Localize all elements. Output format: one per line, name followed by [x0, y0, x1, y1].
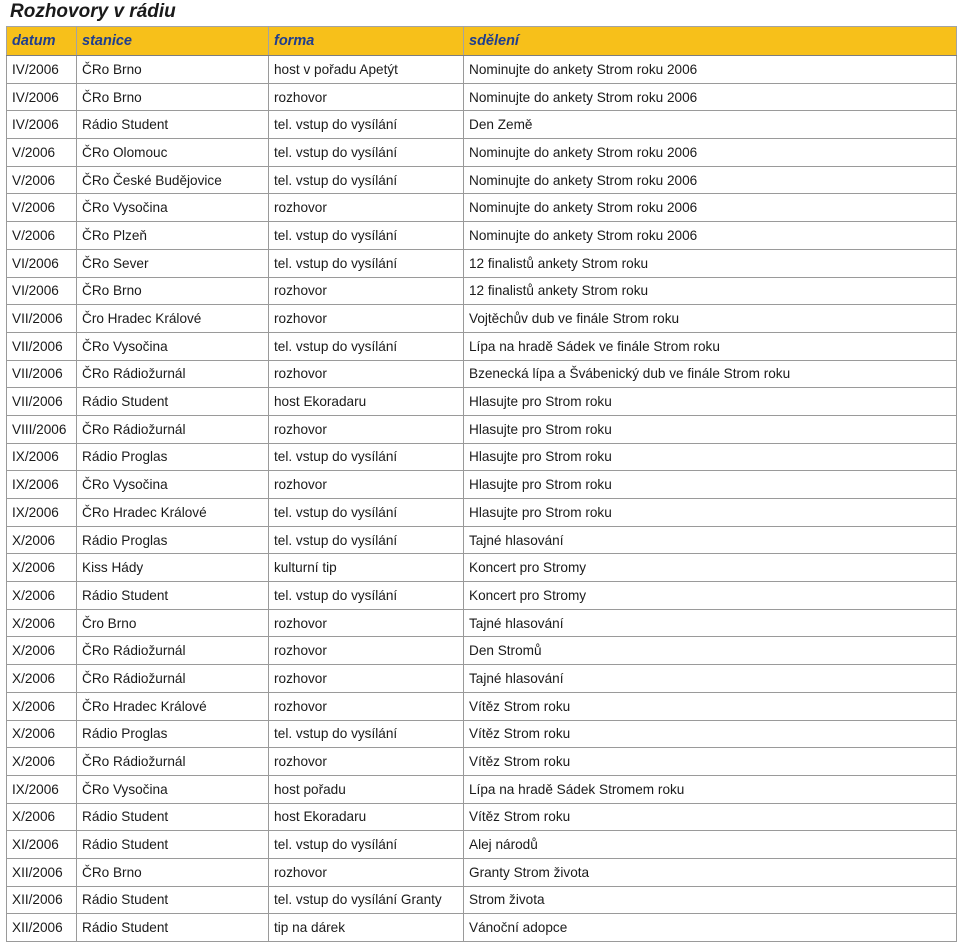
page-title: Rozhovory v rádiu	[10, 1, 176, 22]
cell-sdeleni: Vítěz Strom roku	[464, 748, 957, 776]
cell-forma: rozhovor	[269, 609, 464, 637]
table-row	[7, 886, 957, 914]
cell-stanice: ČRo Olomouc	[77, 139, 269, 167]
cell-datum: IV/2006	[7, 56, 77, 84]
header-sdeleni: sdělení	[464, 27, 957, 56]
cell-stanice: ČRo České Budějovice	[77, 166, 269, 194]
table-row	[7, 609, 957, 637]
cell-forma: tel. vstup do vysílání	[269, 831, 464, 859]
cell-sdeleni: Den Země	[464, 111, 957, 139]
cell-stanice: ČRo Brno	[77, 858, 269, 886]
cell-datum: X/2006	[7, 720, 77, 748]
cell-forma: rozhovor	[269, 360, 464, 388]
cell-stanice: ČRo Brno	[77, 56, 269, 84]
table-row	[7, 720, 957, 748]
cell-datum: VI/2006	[7, 277, 77, 305]
cell-forma: tel. vstup do vysílání Granty	[269, 886, 464, 914]
cell-forma: rozhovor	[269, 748, 464, 776]
cell-stanice: ČRo Hradec Králové	[77, 692, 269, 720]
cell-sdeleni: Lípa na hradě Sádek Stromem roku	[464, 775, 957, 803]
cell-forma: rozhovor	[269, 194, 464, 222]
cell-sdeleni: Tajné hlasování	[464, 526, 957, 554]
cell-forma: rozhovor	[269, 692, 464, 720]
cell-datum: IX/2006	[7, 471, 77, 499]
cell-forma: tip na dárek	[269, 914, 464, 942]
cell-datum: VIII/2006	[7, 415, 77, 443]
cell-stanice: ČRo Brno	[77, 277, 269, 305]
cell-stanice: ČRo Brno	[77, 83, 269, 111]
table-row	[7, 194, 957, 222]
cell-forma: tel. vstup do vysílání	[269, 720, 464, 748]
cell-stanice: Čro Hradec Králové	[77, 305, 269, 333]
cell-stanice: ČRo Rádiožurnál	[77, 360, 269, 388]
table-row	[7, 471, 957, 499]
cell-forma: tel. vstup do vysílání	[269, 499, 464, 527]
cell-sdeleni: Tajné hlasování	[464, 609, 957, 637]
cell-sdeleni: Vítěz Strom roku	[464, 692, 957, 720]
cell-stanice: Rádio Student	[77, 886, 269, 914]
cell-stanice: ČRo Vysočina	[77, 775, 269, 803]
cell-sdeleni: Nominujte do ankety Strom roku 2006	[464, 139, 957, 167]
cell-forma: tel. vstup do vysílání	[269, 332, 464, 360]
table-row	[7, 748, 957, 776]
table-row	[7, 692, 957, 720]
cell-sdeleni: Den Stromů	[464, 637, 957, 665]
cell-stanice: Rádio Student	[77, 111, 269, 139]
cell-datum: VII/2006	[7, 305, 77, 333]
cell-stanice: Kiss Hády	[77, 554, 269, 582]
header-forma: forma	[269, 27, 464, 56]
cell-forma: rozhovor	[269, 277, 464, 305]
cell-stanice: ČRo Vysočina	[77, 471, 269, 499]
cell-datum: IV/2006	[7, 111, 77, 139]
header-datum: datum	[7, 27, 77, 56]
cell-sdeleni: Nominujte do ankety Strom roku 2006	[464, 166, 957, 194]
table-row	[7, 775, 957, 803]
cell-forma: rozhovor	[269, 305, 464, 333]
cell-datum: XII/2006	[7, 858, 77, 886]
cell-forma: tel. vstup do vysílání	[269, 222, 464, 250]
cell-forma: tel. vstup do vysílání	[269, 443, 464, 471]
cell-stanice: ČRo Plzeň	[77, 222, 269, 250]
cell-datum: X/2006	[7, 582, 77, 610]
cell-stanice: Rádio Student	[77, 803, 269, 831]
cell-sdeleni: Vojtěchův dub ve finále Strom roku	[464, 305, 957, 333]
header-stanice: stanice	[77, 27, 269, 56]
cell-stanice: ČRo Vysočina	[77, 194, 269, 222]
cell-sdeleni: Hlasujte pro Strom roku	[464, 471, 957, 499]
cell-forma: rozhovor	[269, 637, 464, 665]
cell-sdeleni: Nominujte do ankety Strom roku 2006	[464, 83, 957, 111]
table-row	[7, 637, 957, 665]
table-row	[7, 858, 957, 886]
cell-datum: V/2006	[7, 222, 77, 250]
cell-datum: VII/2006	[7, 360, 77, 388]
cell-forma: host pořadu	[269, 775, 464, 803]
cell-datum: X/2006	[7, 637, 77, 665]
cell-forma: tel. vstup do vysílání	[269, 111, 464, 139]
cell-sdeleni: Koncert pro Stromy	[464, 582, 957, 610]
cell-sdeleni: Vítěz Strom roku	[464, 720, 957, 748]
cell-forma: tel. vstup do vysílání	[269, 139, 464, 167]
cell-sdeleni: Nominujte do ankety Strom roku 2006	[464, 56, 957, 84]
cell-sdeleni: Vítěz Strom roku	[464, 803, 957, 831]
cell-stanice: Rádio Student	[77, 831, 269, 859]
cell-sdeleni: Bzenecká lípa a Švábenický dub ve finále Strom roku	[464, 360, 957, 388]
cell-datum: XII/2006	[7, 914, 77, 942]
table-row	[7, 388, 957, 416]
cell-forma: rozhovor	[269, 415, 464, 443]
cell-sdeleni: Tajné hlasování	[464, 665, 957, 693]
cell-sdeleni: Alej národů	[464, 831, 957, 859]
header-row	[7, 27, 957, 56]
cell-sdeleni: 12 finalistů ankety Strom roku	[464, 277, 957, 305]
table-row	[7, 582, 957, 610]
cell-datum: IX/2006	[7, 775, 77, 803]
cell-sdeleni: Hlasujte pro Strom roku	[464, 415, 957, 443]
table-row	[7, 139, 957, 167]
cell-datum: IV/2006	[7, 83, 77, 111]
cell-forma: rozhovor	[269, 665, 464, 693]
cell-sdeleni: Koncert pro Stromy	[464, 554, 957, 582]
cell-stanice: Rádio Proglas	[77, 443, 269, 471]
cell-datum: X/2006	[7, 609, 77, 637]
cell-datum: X/2006	[7, 803, 77, 831]
table-header	[7, 27, 957, 56]
cell-forma: host Ekoradaru	[269, 388, 464, 416]
cell-stanice: ČRo Rádiožurnál	[77, 415, 269, 443]
cell-sdeleni: Granty Strom života	[464, 858, 957, 886]
cell-stanice: ČRo Hradec Králové	[77, 499, 269, 527]
cell-datum: X/2006	[7, 554, 77, 582]
cell-forma: rozhovor	[269, 83, 464, 111]
cell-forma: tel. vstup do vysílání	[269, 166, 464, 194]
table-row	[7, 222, 957, 250]
cell-datum: X/2006	[7, 526, 77, 554]
cell-sdeleni: Hlasujte pro Strom roku	[464, 443, 957, 471]
table-row	[7, 415, 957, 443]
table-row	[7, 83, 957, 111]
table-row	[7, 831, 957, 859]
cell-sdeleni: Nominujte do ankety Strom roku 2006	[464, 194, 957, 222]
cell-stanice: Rádio Student	[77, 582, 269, 610]
cell-sdeleni: Hlasujte pro Strom roku	[464, 499, 957, 527]
cell-stanice: Čro Brno	[77, 609, 269, 637]
cell-stanice: Rádio Student	[77, 388, 269, 416]
table-row	[7, 277, 957, 305]
cell-datum: X/2006	[7, 692, 77, 720]
table-body	[7, 56, 957, 942]
cell-forma: tel. vstup do vysílání	[269, 582, 464, 610]
cell-sdeleni: Vánoční adopce	[464, 914, 957, 942]
table-row	[7, 305, 957, 333]
table-row	[7, 443, 957, 471]
cell-forma: rozhovor	[269, 471, 464, 499]
cell-stanice: Rádio Student	[77, 914, 269, 942]
radio-interviews-table	[6, 26, 957, 942]
cell-sdeleni: Lípa na hradě Sádek ve finále Strom roku	[464, 332, 957, 360]
table-row	[7, 526, 957, 554]
table-row	[7, 249, 957, 277]
cell-stanice: ČRo Rádiožurnál	[77, 748, 269, 776]
table-row	[7, 360, 957, 388]
cell-forma: host v pořadu Apetýt	[269, 56, 464, 84]
cell-forma: host Ekoradaru	[269, 803, 464, 831]
table-row	[7, 56, 957, 84]
cell-forma: kulturní tip	[269, 554, 464, 582]
cell-datum: IX/2006	[7, 499, 77, 527]
cell-datum: VII/2006	[7, 388, 77, 416]
cell-sdeleni: Strom života	[464, 886, 957, 914]
cell-datum: VI/2006	[7, 249, 77, 277]
cell-datum: IX/2006	[7, 443, 77, 471]
cell-datum: XI/2006	[7, 831, 77, 859]
cell-datum: V/2006	[7, 166, 77, 194]
table-row	[7, 914, 957, 942]
cell-stanice: ČRo Rádiožurnál	[77, 637, 269, 665]
table-row	[7, 803, 957, 831]
table-row	[7, 166, 957, 194]
cell-stanice: ČRo Rádiožurnál	[77, 665, 269, 693]
cell-stanice: Rádio Proglas	[77, 526, 269, 554]
cell-forma: tel. vstup do vysílání	[269, 249, 464, 277]
cell-sdeleni: 12 finalistů ankety Strom roku	[464, 249, 957, 277]
cell-forma: tel. vstup do vysílání	[269, 526, 464, 554]
cell-stanice: Rádio Proglas	[77, 720, 269, 748]
cell-datum: VII/2006	[7, 332, 77, 360]
cell-sdeleni: Nominujte do ankety Strom roku 2006	[464, 222, 957, 250]
table-row	[7, 332, 957, 360]
cell-datum: X/2006	[7, 665, 77, 693]
table-row	[7, 111, 957, 139]
cell-forma: rozhovor	[269, 858, 464, 886]
cell-sdeleni: Hlasujte pro Strom roku	[464, 388, 957, 416]
table-row	[7, 499, 957, 527]
cell-datum: V/2006	[7, 194, 77, 222]
cell-datum: XII/2006	[7, 886, 77, 914]
table-row	[7, 554, 957, 582]
cell-datum: X/2006	[7, 748, 77, 776]
cell-stanice: ČRo Sever	[77, 249, 269, 277]
cell-datum: V/2006	[7, 139, 77, 167]
table-row	[7, 665, 957, 693]
cell-stanice: ČRo Vysočina	[77, 332, 269, 360]
